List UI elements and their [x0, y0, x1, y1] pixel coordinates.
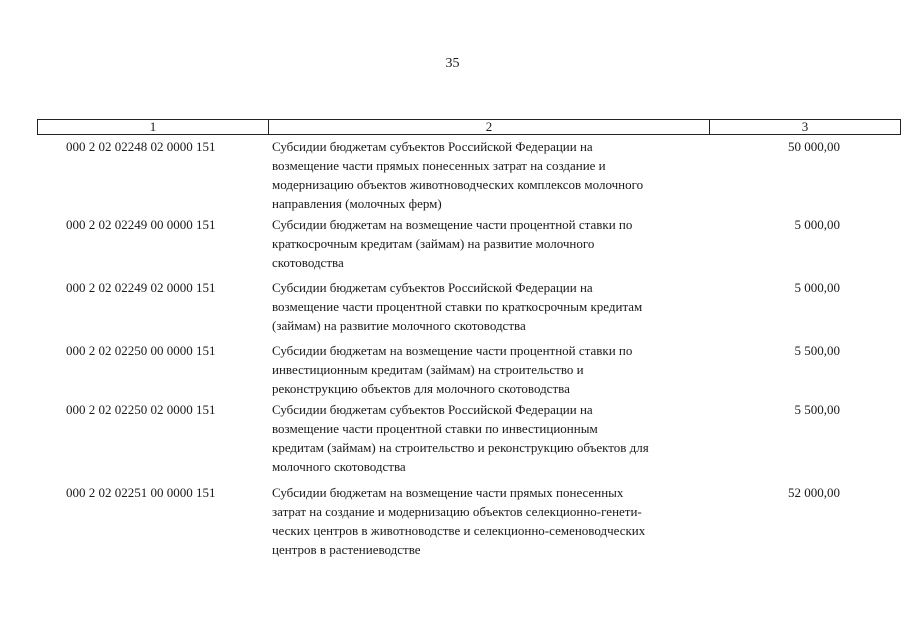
description-line: возмещение части процентной ставки по инвестиционным	[272, 421, 598, 436]
description-line: Субсидии бюджетам субъектов Российской Федерации на	[272, 139, 593, 154]
description-line: Субсидии бюджетам на возмещение части процентной ставки по	[272, 343, 633, 358]
column-header-3: 3	[801, 119, 809, 134]
description-line: краткосрочным кредитам (займам) на развитие молочного	[272, 236, 595, 251]
description-line: модернизацию объектов животноводческих комплексов молочного	[272, 177, 644, 192]
description-line: возмещение части прямых понесенных затрат на создание и	[272, 158, 606, 173]
budget-code: 000 2 02 02249 00 0000 151	[66, 217, 216, 232]
description-line: Субсидии бюджетам на возмещение части процентной ставки по	[272, 217, 633, 232]
row-description	[272, 483, 712, 559]
row-description	[272, 278, 712, 335]
description-line: Субсидии бюджетам на возмещение части прямых понесенных	[272, 485, 624, 500]
description-line: молочного скотоводства	[272, 459, 406, 474]
description-line: направления (молочных ферм)	[272, 196, 442, 211]
row-description	[272, 137, 712, 213]
description-line: возмещение части процентной ставки по краткосрочным кредитам	[272, 299, 643, 314]
column-header-2: 2	[269, 120, 710, 134]
amount-value: 50 000,00	[788, 139, 840, 154]
amount-value: 5 000,00	[794, 217, 840, 232]
description-line: Субсидии бюджетам субъектов Российской Федерации на	[272, 402, 593, 417]
budget-code: 000 2 02 02251 00 0000 151	[66, 485, 216, 500]
description-line: центров в растениеводстве	[272, 542, 421, 557]
budget-code: 000 2 02 02250 02 0000 151	[66, 402, 216, 417]
description-line: кредитам (займам) на строительство и реконструкцию объектов для	[272, 440, 649, 455]
description-line: инвестиционным кредитам (займам) на строительство и	[272, 362, 584, 377]
page-number: 35	[445, 56, 460, 71]
description-line: скотоводства	[272, 255, 344, 270]
row-description	[272, 215, 712, 272]
description-line: затрат на создание и модернизацию объектов селекционно-генети-	[272, 504, 642, 519]
budget-code: 000 2 02 02249 02 0000 151	[66, 280, 216, 295]
amount-value: 5 500,00	[794, 343, 840, 358]
row-description	[272, 341, 712, 398]
column-header-1: 1	[38, 120, 269, 134]
row-description	[272, 400, 712, 476]
amount-value: 5 500,00	[794, 402, 840, 417]
amount-value: 52 000,00	[788, 485, 840, 500]
budget-code: 000 2 02 02250 00 0000 151	[66, 343, 216, 358]
description-line: реконструкцию объектов для молочного скотоводства	[272, 381, 570, 396]
description-line: ческих центров в животноводстве и селекционно-семеноводческих	[272, 523, 646, 538]
description-line: Субсидии бюджетам субъектов Российской Федерации на	[272, 280, 593, 295]
table-header-row	[37, 119, 901, 135]
budget-code: 000 2 02 02248 02 0000 151	[66, 139, 216, 154]
description-line: (займам) на развитие молочного скотоводства	[272, 318, 526, 333]
amount-value: 5 000,00	[794, 280, 840, 295]
